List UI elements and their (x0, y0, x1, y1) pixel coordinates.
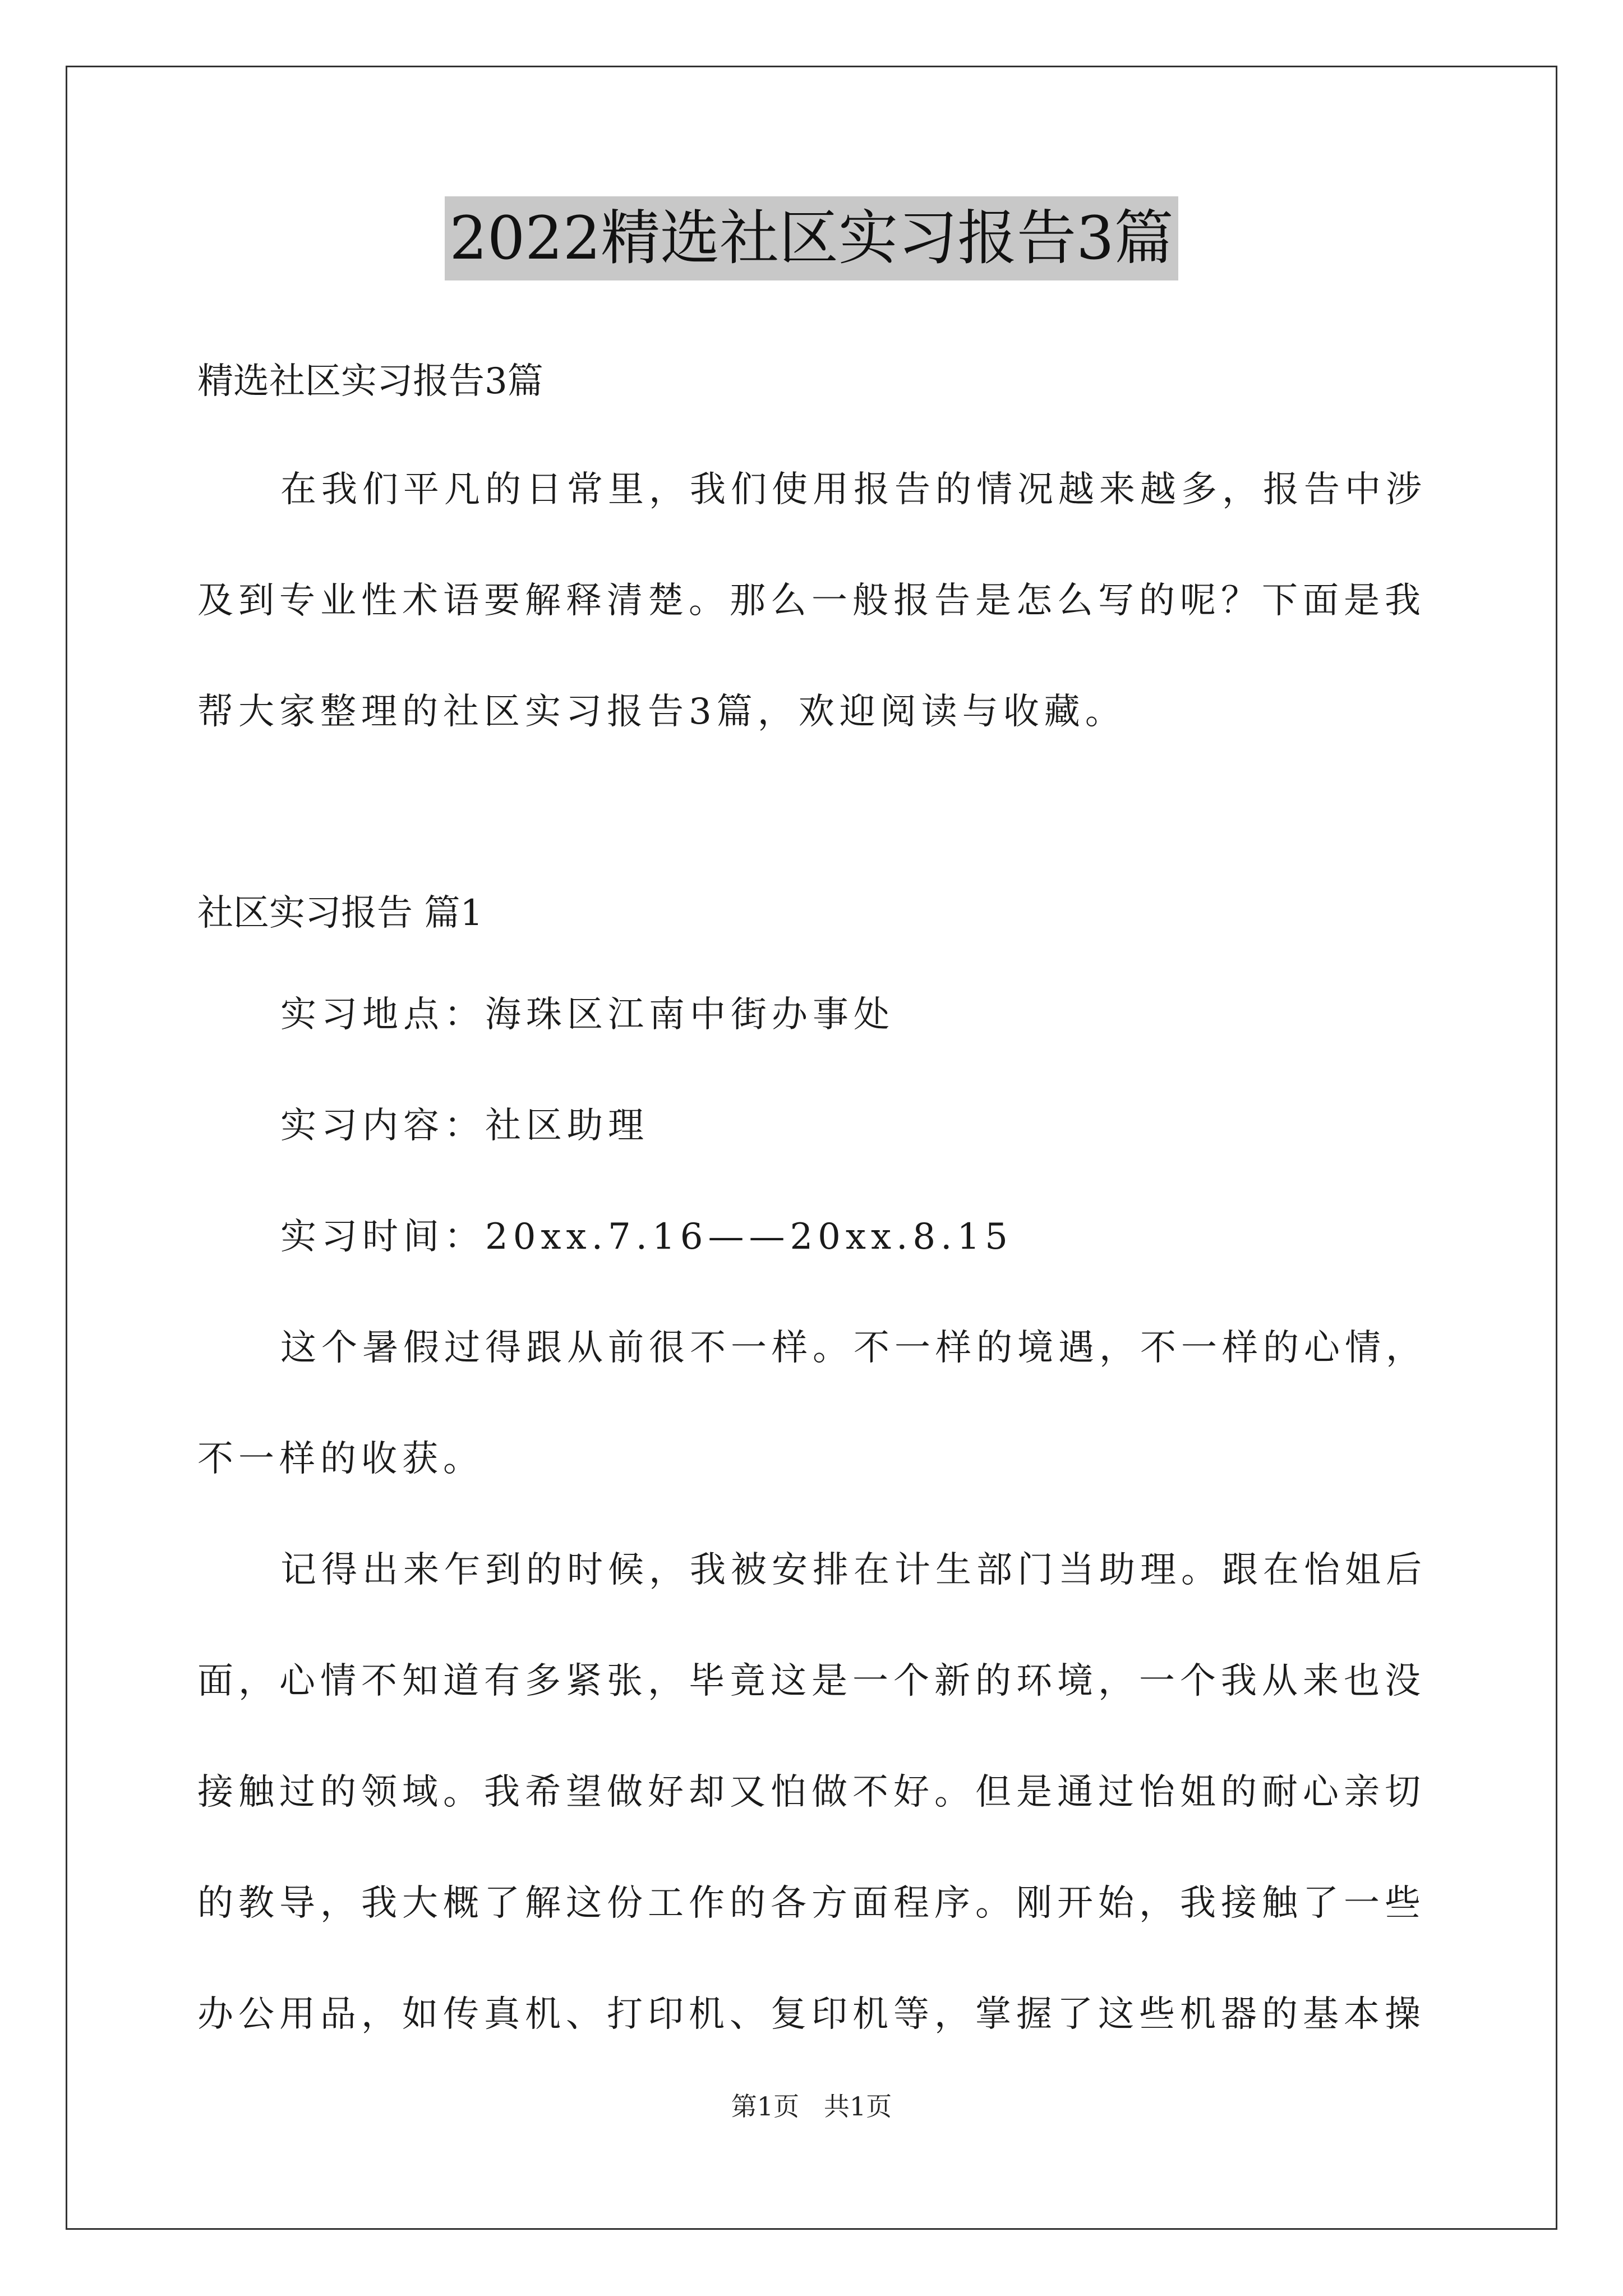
section-heading: 社区实习报告 篇1 (197, 892, 483, 934)
info-time: 实习时间：20xx.7.16——20xx.8.15 (280, 1216, 1013, 1258)
text-line: 这个暑假过得跟从前很不一样。不一样的境遇，不一样的心情， (280, 1327, 1427, 1369)
title-container (0, 196, 1623, 280)
info-location: 实习地点：海珠区江南中街办事处 (280, 994, 895, 1036)
paragraph-2 (197, 1515, 1429, 2070)
page-footer: 第1页 共1页 (731, 2091, 892, 2122)
text-line: 记得出来乍到的时候，我被安排在计生部门当助理。跟在怡姐后 (280, 1549, 1427, 1591)
text-line: 在我们平凡的日常里，我们使用报告的情况越来越多，报告中涉 (280, 469, 1427, 510)
text-line: 接触过的领域。我希望做好却又怕做不好。但是通过怡姐的耐心亲切 (197, 1772, 1426, 1813)
document-title: 2022精选社区实习报告3篇 (445, 196, 1178, 280)
text-line: 及到专业性术语要解释清楚。那么一般报告是怎么写的呢？下面是我 (197, 580, 1426, 622)
text-line: 帮大家整理的社区实习报告3篇，欢迎阅读与收藏。 (197, 691, 1126, 733)
text-line: 不一样的收获。 (197, 1438, 484, 1480)
text-line: 办公用品，如传真机、打印机、复印机等，掌握了这些机器的基本操 (197, 1994, 1426, 2035)
info-content: 实习内容：社区助理 (280, 1105, 649, 1147)
paragraph-1 (197, 1292, 1429, 1515)
document-subtitle: 精选社区实习报告3篇 (197, 361, 543, 402)
text-line: 面，心情不知道有多紧张，毕竟这是一个新的环境，一个我从来也没 (197, 1660, 1426, 1702)
text-line: 的教导，我大概了解这份工作的各方面程序。刚开始，我接触了一些 (197, 1883, 1426, 1924)
internship-info (197, 959, 1429, 1292)
intro-paragraph (197, 434, 1429, 767)
